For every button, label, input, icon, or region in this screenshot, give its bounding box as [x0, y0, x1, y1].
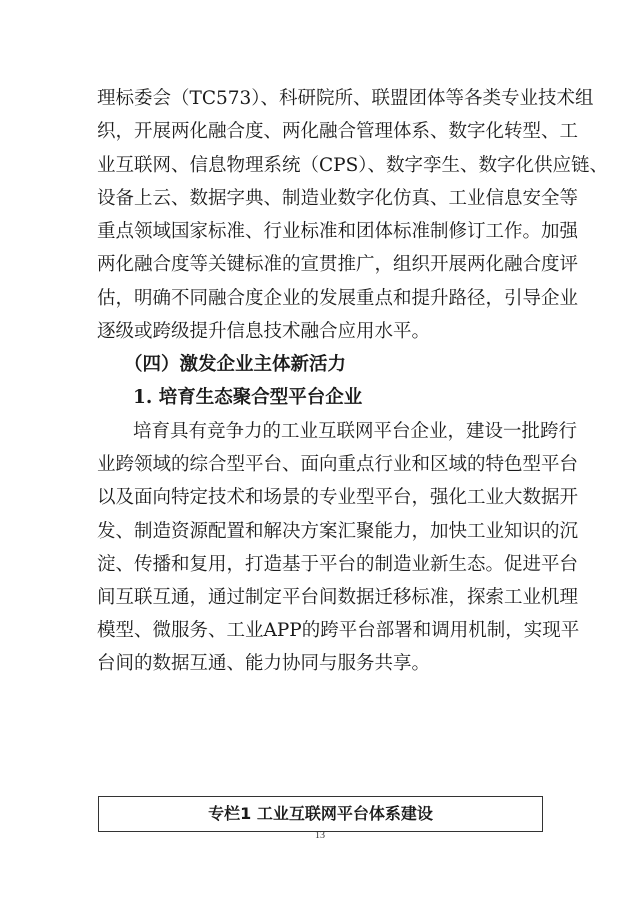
- text-line: 重点领域国家标准、行业标准和团体标准制修订工作。加强: [97, 221, 579, 242]
- text-line: 估，明确不同融合度企业的发展重点和提升路径，引导企业: [97, 288, 579, 309]
- text-line: 业互联网、信息物理系统（CPS）、数字孪生、数字化供应链、: [97, 155, 609, 176]
- text-line: 逐级或跨级提升信息技术融合应用水平。: [97, 321, 431, 342]
- text-line: 两化融合度等关键标准的宣贯推广，组织开展两化融合度评: [97, 254, 579, 275]
- column-box: [98, 796, 543, 832]
- text-line: 发、制造资源配置和解决方案汇聚能力，加快工业知识的沉: [97, 521, 579, 542]
- page-number: 13: [315, 830, 325, 841]
- text-line: 台间的数据互通、能力协同与服务共享。: [97, 653, 431, 674]
- text-line: 设备上云、数据字典、制造业数字化仿真、工业信息安全等: [97, 188, 579, 209]
- text-line: 织，开展两化融合度、两化融合管理体系、数字化转型、工: [97, 121, 579, 142]
- subsection-heading: 1. 培育生态聚合型平台企业: [133, 387, 363, 408]
- text-line: 模型、微服务、工业APP的跨平台部署和调用机制，实现平: [97, 620, 580, 641]
- section-heading: （四）激发企业主体新活力: [124, 354, 347, 375]
- text-line: 业跨领域的综合型平台、面向重点行业和区域的特色型平台: [97, 454, 579, 475]
- column-box-title: 专栏1 工业互联网平台体系建设: [208, 804, 433, 823]
- text-line: 以及面向特定技术和场景的专业型平台，强化工业大数据开: [97, 487, 579, 508]
- text-line: 理标委会（TC573）、科研院所、联盟团体等各类专业技术组: [97, 88, 594, 109]
- text-line: 间互联互通，通过制定平台间数据迁移标准，探索工业机理: [97, 587, 579, 608]
- text-line: 淀、传播和复用，打造基于平台的制造业新生态。促进平台: [97, 554, 579, 575]
- text-line: 培育具有竞争力的工业互联网平台企业，建设一批跨行: [133, 421, 578, 442]
